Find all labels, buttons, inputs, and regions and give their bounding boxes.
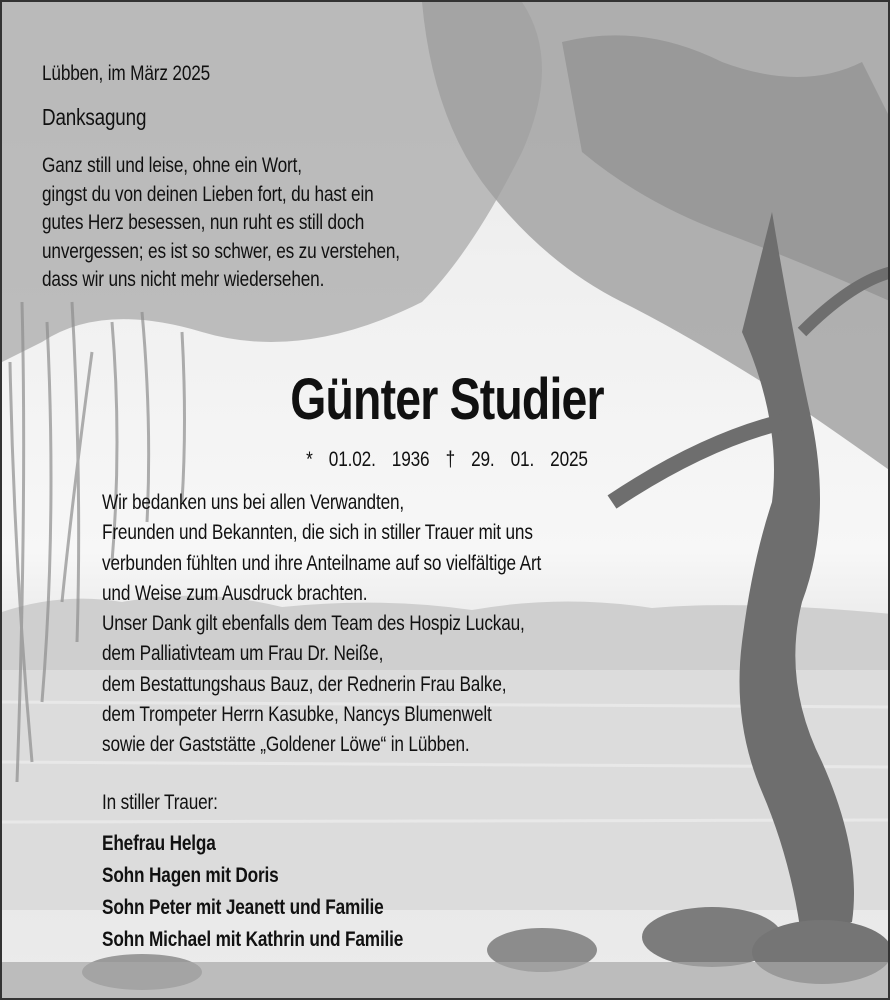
family-member: Ehefrau Helga <box>102 832 216 855</box>
family-member: Sohn Michael mit Kathrin und Familie <box>102 928 404 951</box>
poem-line: Ganz still und leise, ohne ein Wort, <box>42 154 302 177</box>
poem-line: dass wir uns nicht mehr wiedersehen. <box>42 268 325 292</box>
thanks-line: verbunden fühlten und ihre Anteilname auf so vielfältige Art <box>102 551 542 575</box>
thanks-line: Wir bedanken uns bei allen Verwandten, <box>102 491 405 514</box>
death-date: † 29. 01. 2025 <box>445 448 588 471</box>
family-member: Sohn Peter mit Jeanett und Familie <box>102 896 384 919</box>
family-member: Sohn Hagen mit Doris <box>102 864 279 887</box>
heading: Danksagung <box>42 104 147 130</box>
deceased-name: Günter Studier <box>290 367 604 432</box>
thanks-line: Unser Dank gilt ebenfalls dem Team des Hospiz Luckau, <box>102 612 525 636</box>
family-list <box>102 828 403 956</box>
mourning-label: In stiller Trauer: <box>102 791 218 814</box>
thanks-line: dem Palliativteam um Frau Dr. Neiße, <box>102 642 384 666</box>
thanks-text <box>102 488 541 761</box>
poem <box>42 152 400 295</box>
thanks-line: dem Bestattungshaus Bauz, der Rednerin Frau Balke, <box>102 672 507 696</box>
thanks-line: und Weise zum Ausdruck brachten. <box>102 581 368 605</box>
life-dates <box>82 448 812 472</box>
thanks-line: dem Trompeter Herrn Kasubke, Nancys Blumenwelt <box>102 703 492 727</box>
thanks-line: Freunden und Bekannten, die sich in stiller Trauer mit uns <box>102 521 533 545</box>
poem-line: unvergessen; es ist so schwer, es zu verstehen, <box>42 239 400 263</box>
poem-line: gutes Herz besessen, nun ruht es still doch <box>42 211 365 235</box>
place-date: Lübben, im März 2025 <box>42 62 211 85</box>
poem-line: gingst du von deinen Lieben fort, du hast ein <box>42 182 374 206</box>
birth-date: * 01.02. 1936 <box>306 448 430 471</box>
thanks-line: sowie der Gaststätte „Goldener Löwe“ in Lübben. <box>102 733 470 757</box>
